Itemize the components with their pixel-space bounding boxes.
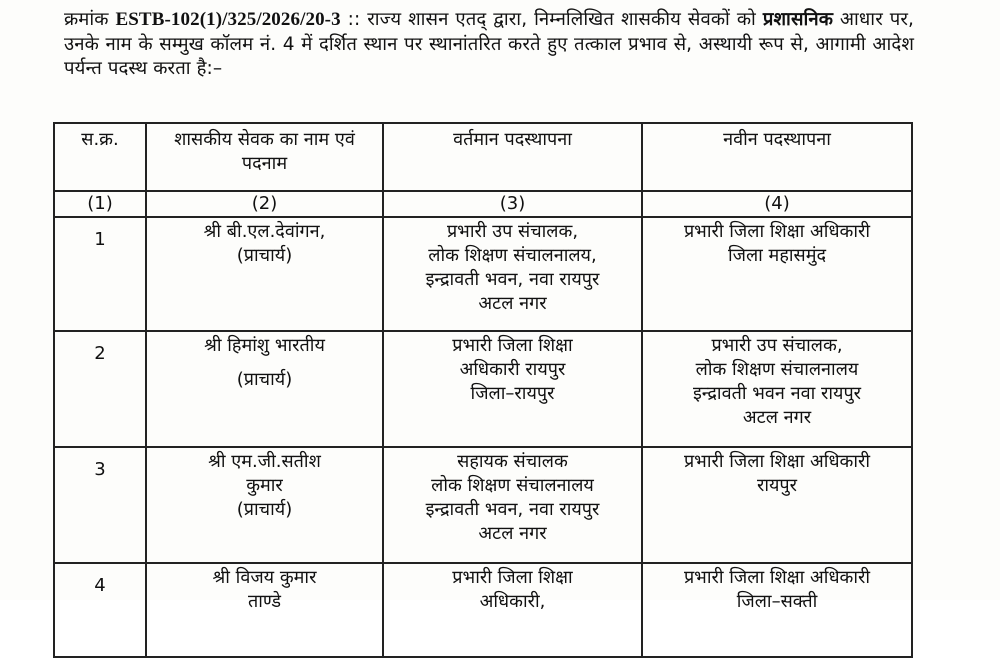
current-posting-line: लोक शिक्षण संचालनालय,: [428, 245, 597, 266]
employee-name: ताण्डे: [247, 591, 282, 612]
current-posting-line: अधिकारी रायपुर: [459, 359, 566, 380]
new-posting-line: प्रभारी उप संचालक,: [711, 335, 843, 356]
serial-number: 1: [54, 217, 146, 331]
current-posting-line: अधिकारी,: [479, 591, 546, 612]
current-posting-cell: [383, 331, 642, 447]
new-posting-line: जिला महासमुंद: [727, 245, 827, 266]
header-current-posting: वर्तमान पदस्थापना: [383, 123, 642, 191]
new-posting-line: जिला–सक्ती: [736, 591, 818, 612]
current-posting-line: प्रभारी जिला शिक्षा: [452, 335, 573, 356]
current-posting-cell: [383, 447, 642, 563]
new-posting-line: प्रभारी जिला शिक्षा अधिकारी: [683, 567, 871, 588]
current-posting-line: जिला–रायपुर: [470, 383, 555, 404]
employee-name: कुमार: [246, 475, 283, 496]
employee-name: श्री हिमांशु भारतीय: [204, 335, 325, 356]
transfer-table: [53, 122, 913, 658]
order-reference-number: ESTB-102(1)/325/2026/20-3: [115, 9, 341, 30]
column-number: (2): [146, 191, 383, 217]
new-posting-line: अटल नगर: [742, 407, 812, 428]
intro-bold-word: प्रशासनिक: [762, 9, 834, 30]
column-number: (3): [383, 191, 642, 217]
table-row: [54, 331, 912, 447]
intro-text-part-2: आधार पर, उनके नाम के सम्मुख कॉलम नं. 4 में दर्शित स्थान पर स्थानांतरित करते हुए तत्काल प्रभाव से, अस्थायी रूप से, आगामी आदेश पर्यन्त पदस्थ करता है:–: [64, 9, 915, 79]
new-posting-cell: [642, 331, 912, 447]
new-posting-line: लोक शिक्षण संचालनालय: [695, 359, 859, 380]
serial-number: 3: [54, 447, 146, 563]
header-new-posting: नवीन पदस्थापना: [642, 123, 912, 191]
serial-number: 4: [54, 563, 146, 657]
employee-name-cell: [146, 563, 383, 657]
new-posting-cell: [642, 563, 912, 657]
current-posting-line: अटल नगर: [478, 523, 547, 544]
new-posting-line: इन्द्रावती भवन नवा रायपुर: [692, 383, 862, 404]
current-posting-line: प्रभारी उप संचालक,: [446, 221, 579, 242]
employee-designation: (प्राचार्य): [236, 369, 293, 390]
employee-name-cell: [146, 447, 383, 563]
order-intro-paragraph: [64, 8, 914, 82]
cropped-top-line: [40, 0, 980, 8]
new-posting-line: प्रभारी जिला शिक्षा अधिकारी: [683, 451, 871, 472]
table-header-row: [54, 123, 912, 191]
employee-name-cell: [146, 331, 383, 447]
header-serial: स.क्र.: [54, 123, 146, 191]
current-posting-line: अटल नगर: [478, 293, 547, 314]
employee-name: श्री एम.जी.सतीश: [208, 451, 321, 472]
employee-name: श्री बी.एल.देवांगन,: [203, 221, 326, 242]
serial-number: 2: [54, 331, 146, 447]
current-posting-line: इन्द्रावती भवन, नवा रायपुर: [425, 269, 600, 290]
current-posting-line: लोक शिक्षण संचालनालय: [431, 475, 594, 496]
current-posting-line: इन्द्रावती भवन, नवा रायपुर: [425, 499, 600, 520]
table-row: [54, 217, 912, 331]
employee-designation: (प्राचार्य): [236, 245, 293, 266]
employee-designation: (प्राचार्य): [236, 499, 293, 520]
employee-name-cell: [146, 217, 383, 331]
current-posting-cell: [383, 563, 642, 657]
column-number: (4): [642, 191, 912, 217]
new-posting-line: रायपुर: [756, 475, 798, 496]
table-row: [54, 447, 912, 563]
current-posting-line: सहायक संचालक: [457, 451, 568, 472]
order-number-label: क्रमांक: [64, 9, 109, 30]
header-name-designation: शासकीय सेवक का नाम एवं पदनाम: [146, 123, 383, 191]
intro-text-part-1: राज्य शासन एतद् द्वारा, निम्नलिखित शासकीय सेवकों को: [367, 9, 756, 30]
table-row: [54, 563, 912, 657]
column-number-row: [54, 191, 912, 217]
column-number: (1): [54, 191, 146, 217]
order-separator: ::: [347, 9, 361, 30]
current-posting-line: प्रभारी जिला शिक्षा: [452, 567, 573, 588]
current-posting-cell: [383, 217, 642, 331]
new-posting-line: प्रभारी जिला शिक्षा अधिकारी: [683, 221, 871, 242]
employee-name: श्री विजय कुमार: [212, 567, 317, 588]
new-posting-cell: [642, 447, 912, 563]
new-posting-cell: [642, 217, 912, 331]
